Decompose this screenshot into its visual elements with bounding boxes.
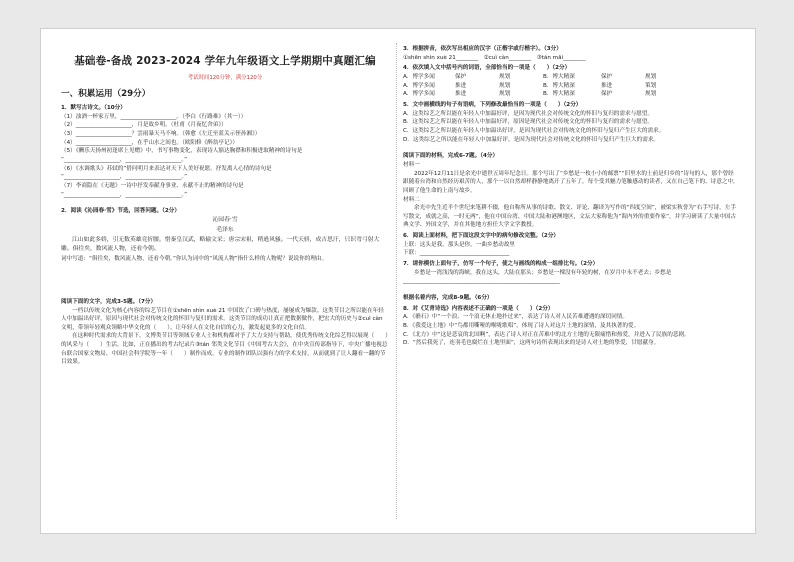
q4-option-cell: 保护 xyxy=(455,73,467,80)
question-6-heading: 6．阅读上面材料，把下面这段文字中的病句修改完整。（2分） xyxy=(403,233,560,240)
q4-option-cell: B．博大精深 xyxy=(543,82,575,89)
section-heading: 一、积累运用（29分） xyxy=(61,88,151,99)
poem-author: 毛泽东 xyxy=(216,226,234,233)
q1-line: （3）____________________？雲雨暴天马不响。（韩愈《左迁至蓝关示侄孙湘》） xyxy=(61,130,261,137)
right-column xyxy=(403,43,739,348)
poem-text: 江山如此多娇，引无数英雄竞折腰。惜秦皇汉武，略输文采；唐宗宋祖，稍逊风骚。一代天骄，成吉思汗，只识弯弓射大雕。俱往矣，数风流人物，还看今朝。 xyxy=(61,236,380,253)
q1-line: （1）浊酒一杯家万里，____________________。（李白《行路难》（其一）） xyxy=(61,113,247,120)
passage-paragraph-2: 在这种时代需求的大背景下，文博类节目等领域专业人士和机构都对予了大力支持与帮助，使优秀传统文化综艺得以展现（ ）的风采与（ ）生活。比如，正在播出的考古纪录片③tán 邻类文化节目《中国考古大会》，在中央宣传部指导下，中央广播电视总台联合国家文物局、中国社会科学院等一年（ ）制作而成。专业的制作团队以强有力的学术支持，从而就到了让人翻看一翻的节目效果。 xyxy=(61,333,389,366)
q4-option-cell: 策划 xyxy=(645,82,657,89)
q7-answer-line: ________________________________________________________ xyxy=(403,278,560,285)
q4-option-cell: B．博大精深 xyxy=(543,73,575,80)
question-1-heading: 1．默写古诗文。（10分） xyxy=(61,104,126,111)
q8-option: A．《礁石》中“一个浪、一个浪无休止地扑过来”，表达了诗人对人民苦难遭遇的深切同情。 xyxy=(403,314,628,321)
q4-option-cell: 规划 xyxy=(645,91,657,98)
q1-line: （6）《水调歌头》苏轼的”借问明月来表达对天下人美好祝愿，抒发离人心情的诗句是 xyxy=(61,165,272,172)
q4-option-cell: 保护 xyxy=(601,73,613,80)
q4-option-cell: 保护 xyxy=(601,91,613,98)
q1-line: （5）《酬乐天扬州初逢席上见赠》中，书写事物变化，表现诗人豁达胸襟和积极进取精神的诗句是 xyxy=(61,148,303,155)
poem-question: 词中写道：“俱往矣，数风流人物，还看今朝。”你认为词中的“风流人物”指什么样的人物呢？说说你的理由。 xyxy=(61,256,328,263)
q4-option-cell: A．博学多闻 xyxy=(403,82,435,89)
q4-option-cell: A．博学多闻 xyxy=(403,91,435,98)
q4-option-row xyxy=(403,73,739,82)
material-2-label: 材料二 xyxy=(403,196,420,203)
q4-option-cell: 推进 xyxy=(601,82,613,89)
q4-option-cell: 规划 xyxy=(499,82,511,89)
q1-line: （7）李商隐在《无题》一诗中抒发奉献身事业、永献不止的精神的诗句是 xyxy=(61,182,244,189)
question-7-heading: 7．请你模仿上面句子，仿写一个句子，使之与画线的构成一组排比句。（2分） xyxy=(403,261,599,268)
question-8-heading: 8．对《艾青诗选》内容表述不正确的一项是（ ）（2分） xyxy=(403,305,554,312)
q1-line: “____________________，____________________。” xyxy=(61,156,188,163)
page-title: 基础卷-备战 2023-2024 学年九年级语文上学期期中真题汇编 xyxy=(74,55,376,67)
q5-option: D．这类综艺之所以能在年轻人中加温好评，是因为现代社会对传统文化的怀旧与复归产生巨大的需求。 xyxy=(403,136,660,143)
question-3-blanks: ①shēn shìn xuè 21________ ②cuì càn________ ③tán mǎi________ xyxy=(403,54,586,61)
q5-option: A．这类综艺之所以能在年轻人中加温好评，是因为现代社会对传统文化的怀旧与复归的需求与愿望。 xyxy=(403,110,653,117)
couplet-up: 上联：这头是我，那头是你，一曲乡愁动故里 xyxy=(403,241,515,248)
reading-2-heading: 阅读下面的材料，完成6-7题。（4分） xyxy=(403,153,499,160)
q4-option-cell: A．博学多闻 xyxy=(403,73,435,80)
question-4-heading: 4．依次填入文中括号内的词语，全部恰当的一项是（ ）（2分） xyxy=(403,65,571,72)
q4-option-cell: 规划 xyxy=(645,73,657,80)
q4-option-cell: 推进 xyxy=(455,82,467,89)
q4-option-cell: 规划 xyxy=(499,91,511,98)
q4-option-row xyxy=(403,90,739,99)
q7-text: 乡愁是一湾浅浅的海峡，我在这头，大陆在那头；乡愁是一棵没有年轮的树，在岁月中永不老去；乡愁是 xyxy=(414,269,672,276)
q4-option-cell: B．博大精深 xyxy=(543,91,575,98)
material-1-text: 2022年12月11日是余光中逝世五周年纪念日。那个写出了“乡愁是一枚小小的邮票”“旧里水的土前是归乡的”诗句的人，那个曾经跟随着台湾和自然经历艰苦的人，那个一以自然却样静静地离开了五年了，每个受其魅力笔触感动的读者，又在自己笔下的、诗意之中，回顾了他生命的上南与故乡。 xyxy=(403,170,739,194)
exam-info: 考试时间120分钟，满分120分 xyxy=(187,75,263,82)
passage-paragraph-1: 一档以传统文化为核心内容的综艺节目在①shēn shìn xuè 21 中国饮了口碑与热度，屡屡成为爆款。这类节目之所以能在年轻人中加温出好评，原因与现代社会对传统文化的怀旧与复归的需求。这类节目的成功让真正把数据做作，把宏大的历史与②cuì càn 文明，带领年轻观众领略中华文化的（ ），让年轻人在文化自信的心力，激发起更多的文化自信。 xyxy=(61,307,384,331)
q5-option: C．这类综艺之所以能在年轻人中加温出好评，是因为现代社会对传统文化的怀旧与复归产生巨大的需求。 xyxy=(403,127,665,134)
question-3-heading: 3．根据拼音，依次写出相应的汉字（正楷字或行楷字）。（3分） xyxy=(403,46,562,52)
q1-line: “____________________，____________________。” xyxy=(61,174,188,181)
poem-title: 沁园春·雪 xyxy=(212,216,238,223)
q8-option: B．《我爱这土地》中“鸟都用嘶哑的喉咙歌唱”，体现了诗人对这片土地的深情，及其执著的爱。 xyxy=(403,323,640,330)
question-5-heading: 5．文中画横线的句子有语病，下列修改最恰当的一项是（ ）（2分） xyxy=(403,101,582,108)
q8-option: D．“然后我死了，连羽毛也腐烂在土地里面”，这两句诗所表现出来的是诗人对土地的挚爱，甘愿献身。 xyxy=(403,340,660,347)
material-2-text: 余光中先生近半个世纪来笔耕不辍，他自称所从事的诗歌、散文、评论、翻译为写作的“四度空间”，被梁实秋誉为“右手写诗，左手写散文，成就之高，一时无两”，他在中国台湾、中国大陆和港澳地区，文坛大家称他为“海内外的重要作家”，并学习研读了大量中国古典文学、外国文学，并在其他地方担任大学文学教授。 xyxy=(403,205,737,229)
exam-page xyxy=(40,28,756,534)
left-column xyxy=(61,43,389,367)
q4-option-cell: 规划 xyxy=(499,73,511,80)
q1-line: （4）____________________，在乎山水之间也。（欧阳修《醉翁亭记》） xyxy=(61,139,238,146)
question-1-lines xyxy=(61,113,389,200)
material-1-label: 材料一 xyxy=(403,161,420,168)
q1-line: “____________________，____________________。” xyxy=(61,191,188,198)
passage-heading: 阅读下面的文字，完成3-5题。（7分） xyxy=(61,298,157,305)
question-4-options xyxy=(403,73,739,99)
couplet-down: 下联：________________________________ xyxy=(403,250,510,257)
reading-3-heading: 根据名着内容，完成8-9题。（6分） xyxy=(403,295,493,302)
column-divider xyxy=(396,43,397,519)
question-2-heading: 2．阅读《沁园春·雪》节选，回答问题。（2分） xyxy=(61,208,180,215)
q5-option: B．这类综艺之所以能在年轻人中加温好评，原因是现代社会对传统文化的怀旧与复归的需求与愿望。 xyxy=(403,119,653,126)
q4-option-row xyxy=(403,82,739,91)
q1-line: （2）____________________，月是故乡明。（杜甫《月夜忆舍弟》） xyxy=(61,122,227,129)
q4-option-cell: 推进 xyxy=(455,91,467,98)
q8-option: C．《北方》中“这是悲哀的北国啊”，表达了诗人对正在苦难中的北方土地的无限痛惜和热爱，并进入了民族的悲剧。 xyxy=(403,331,690,338)
